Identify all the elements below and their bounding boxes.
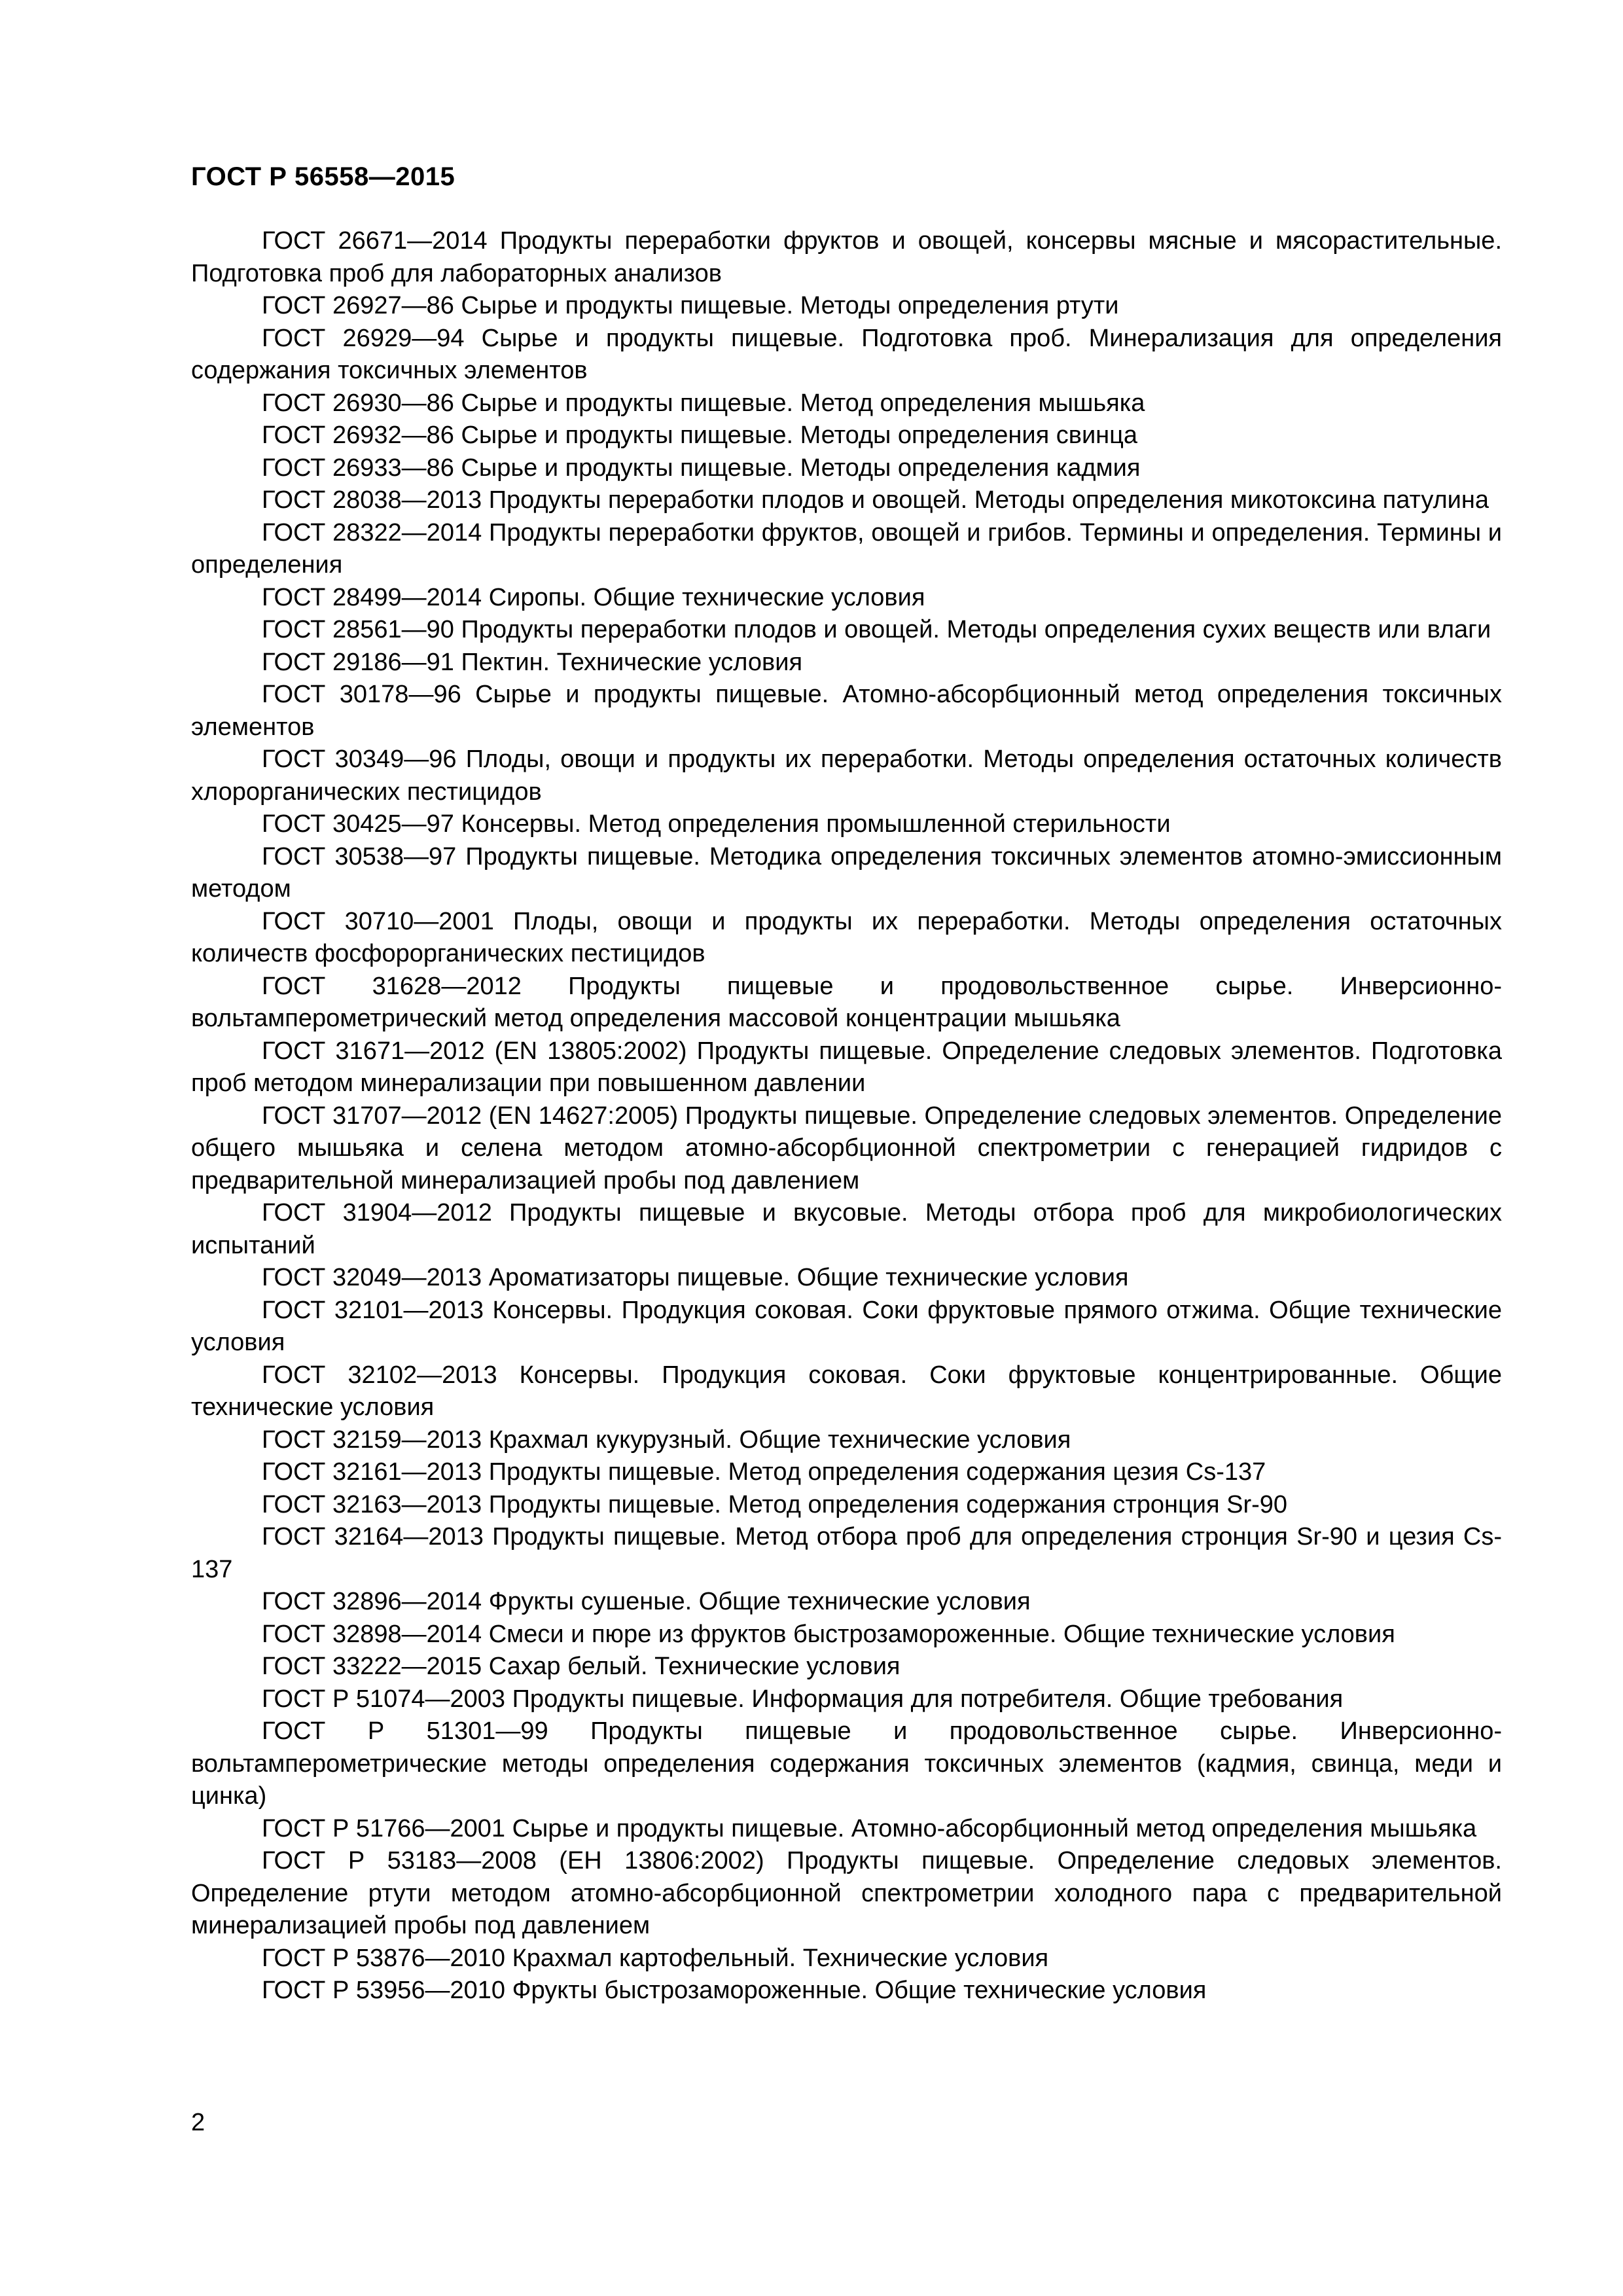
reference-entry: ГОСТ 32896—2014 Фрукты сушеные. Общие технические условия [262, 1588, 1031, 1615]
reference-entry: ГОСТ 26933—86 Сырье и продукты пищевые. Методы определения кадмия [262, 454, 1141, 482]
reference-entry: ГОСТ Р 51766—2001 Сырье и продукты пищевые. Атомно-абсорбционный метод определения мышьяка [262, 1814, 1477, 1842]
reference-entry: ГОСТ 30425—97 Консервы. Метод определения промышленной стерильности [262, 810, 1171, 838]
reference-entry: ГОСТ 31628—2012 Продукты пищевые и продовольственное сырье. Инверсионно-вольтамперометрический метод определения массовой концентрации мышьяка [191, 972, 1502, 1032]
reference-entry: ГОСТ 30710—2001 Плоды, овощи и продукты их переработки. Методы определения остаточных количеств фосфорорганических пестицидов [191, 907, 1502, 967]
reference-entry: ГОСТ 30178—96 Сырье и продукты пищевые. Атомно-абсорбционный метод определения токсичных элементов [191, 681, 1502, 741]
reference-entry: ГОСТ 30349—96 Плоды, овощи и продукты их переработки. Методы определения остаточных количеств хлорорганических пестицидов [191, 745, 1502, 806]
reference-entry: ГОСТ 32161—2013 Продукты пищевые. Метод определения содержания цезия Cs-137 [262, 1458, 1266, 1486]
reference-entry: ГОСТ 28499—2014 Сиропы. Общие технические условия [262, 583, 925, 611]
reference-entry: ГОСТ Р 53183—2008 (ЕН 13806:2002) Продукты пищевые. Определение следовых элементов. Определение ртути методом атомно-абсорбционной спектрометрии холодного пара с предварительной минерализацией пробы под давлением [191, 1847, 1502, 1939]
reference-entry: ГОСТ 28322—2014 Продукты переработки фруктов, овощей и грибов. Термины и определения. Термины и определения [191, 518, 1502, 579]
reference-entry: ГОСТ 26930—86 Сырье и продукты пищевые. Метод определения мышьяка [262, 389, 1145, 417]
reference-entry: ГОСТ 31904—2012 Продукты пищевые и вкусовые. Методы отбора проб для микробиологических испытаний [191, 1199, 1502, 1259]
reference-entry: ГОСТ 33222—2015 Сахар белый. Технические условия [262, 1653, 901, 1680]
reference-entry: ГОСТ 31707—2012 (EN 14627:2005) Продукты пищевые. Определение следовых элементов. Определение общего мышьяка и селена методом атомно-абсорбционной спектрометрии с генерацией гидридов с предварительной минерализацией пробы под давлением [191, 1102, 1502, 1194]
reference-entry: ГОСТ 32159—2013 Крахмал кукурузный. Общие технические условия [262, 1426, 1071, 1454]
reference-entry: ГОСТ 26927—86 Сырье и продукты пищевые. Методы определения ртути [262, 292, 1119, 319]
reference-entry: ГОСТ Р 51301—99 Продукты пищевые и продовольственное сырье. Инверсионно-вольтамперометрические методы определения содержания токсичных элементов (кадмия, свинца, меди и цинка) [191, 1717, 1502, 1810]
reference-entry: ГОСТ 32164—2013 Продукты пищевые. Метод отбора проб для определения стронция Sr-90 и цезия Cs-137 [191, 1523, 1502, 1583]
reference-entry: ГОСТ 32102—2013 Консервы. Продукция соковая. Соки фруктовые концентрированные. Общие технические условия [191, 1361, 1502, 1421]
normative-references-list [191, 225, 1502, 2007]
reference-entry: ГОСТ 31671—2012 (EN 13805:2002) Продукты пищевые. Определение следовых элементов. Подготовка проб методом минерализации при повышенном давлении [191, 1037, 1502, 1097]
reference-entry: ГОСТ Р 51074—2003 Продукты пищевые. Информация для потребителя. Общие требования [262, 1685, 1344, 1713]
reference-entry: ГОСТ 29186—91 Пектин. Технические условия [262, 648, 803, 676]
reference-entry: ГОСТ 30538—97 Продукты пищевые. Методика определения токсичных элементов атомно-эмиссионным методом [191, 842, 1502, 903]
reference-entry: ГОСТ 32898—2014 Смеси и пюре из фруктов быстрозамороженные. Общие технические условия [262, 1620, 1395, 1648]
reference-entry: ГОСТ 28038—2013 Продукты переработки плодов и овощей. Методы определения микотоксина патулина [262, 486, 1489, 514]
reference-entry: ГОСТ 26671—2014 Продукты переработки фруктов и овощей, консервы мясные и мясорастительные. Подготовка проб для лабораторных анализов [191, 227, 1502, 287]
reference-entry: ГОСТ Р 53876—2010 Крахмал картофельный. Технические условия [262, 1944, 1049, 1972]
reference-entry: ГОСТ 26932—86 Сырье и продукты пищевые. Методы определения свинца [262, 422, 1138, 449]
reference-entry: ГОСТ 32101—2013 Консервы. Продукция соковая. Соки фруктовые прямого отжима. Общие технические условия [191, 1296, 1502, 1356]
reference-entry: ГОСТ 32163—2013 Продукты пищевые. Метод определения содержания стронция Sr-90 [262, 1490, 1288, 1518]
reference-entry: ГОСТ 28561—90 Продукты переработки плодов и овощей. Методы определения сухих веществ или влаги [262, 616, 1491, 643]
reference-entry: ГОСТ 26929—94 Сырье и продукты пищевые. Подготовка проб. Минерализация для определения содержания токсичных элементов [191, 324, 1502, 384]
page-header-standard-id: ГОСТ Р 56558—2015 [191, 162, 455, 191]
reference-entry: ГОСТ Р 53956—2010 Фрукты быстрозамороженные. Общие технические условия [262, 1977, 1207, 2004]
page-number: 2 [191, 2109, 205, 2136]
reference-entry: ГОСТ 32049—2013 Ароматизаторы пищевые. Общие технические условия [262, 1264, 1129, 1291]
